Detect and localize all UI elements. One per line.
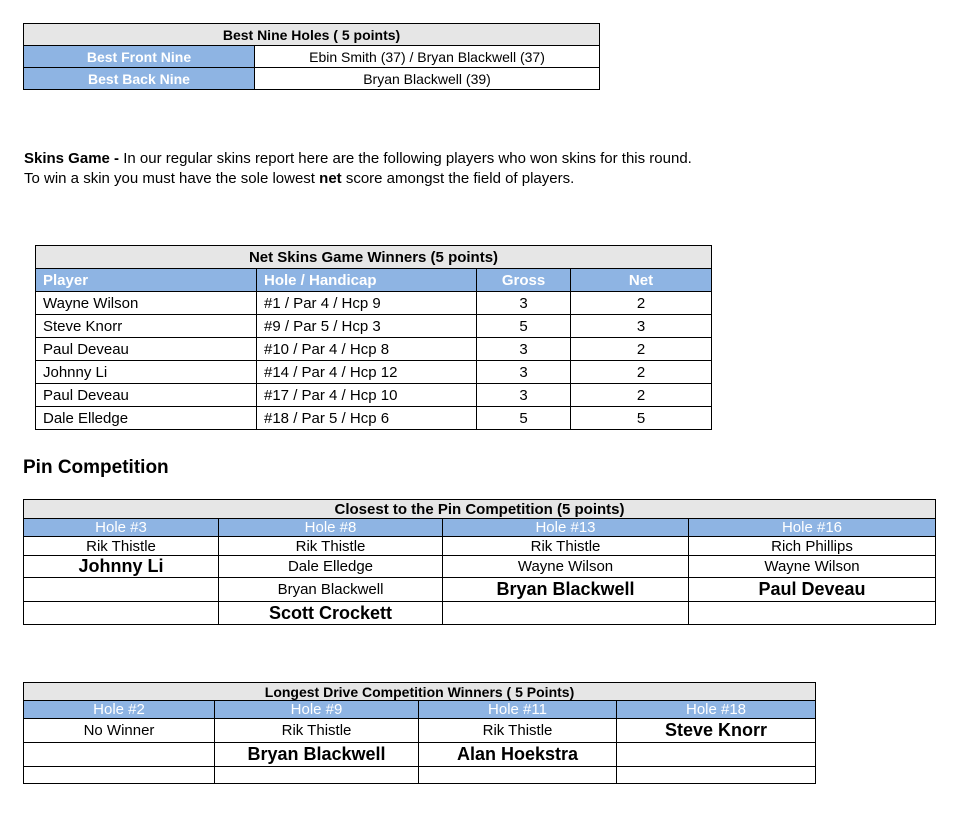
net-cell: 2 xyxy=(571,361,712,384)
gross-cell: 3 xyxy=(477,338,571,361)
player-cell: Dale Elledge xyxy=(36,407,257,430)
table-row xyxy=(36,384,712,407)
table-row xyxy=(36,361,712,384)
skins-line2-pre: To win a skin you must have the sole lowest xyxy=(24,170,320,187)
hole-header: Hole #2 xyxy=(24,701,215,719)
winner-cell: Bryan Blackwell xyxy=(215,743,419,767)
hole-header: Hole #11 xyxy=(419,701,617,719)
player-cell: Paul Deveau xyxy=(36,384,257,407)
entry-cell xyxy=(24,767,215,784)
table-row xyxy=(36,315,712,338)
entry-cell: Dale Elledge xyxy=(219,556,443,578)
best-nine-title: Best Nine Holes ( 5 points) xyxy=(24,24,600,46)
entry-cell xyxy=(215,767,419,784)
skins-line1: In our regular skins report here are the following players who won skins for this round. xyxy=(119,150,692,167)
hole-cell: #9 / Par 5 / Hcp 3 xyxy=(257,315,477,338)
hole-header: Hole #13 xyxy=(443,519,689,537)
player-cell: Paul Deveau xyxy=(36,338,257,361)
longest-drive-table xyxy=(23,682,816,784)
entry-cell xyxy=(617,767,816,784)
best-back-nine-value: Bryan Blackwell (39) xyxy=(255,68,600,90)
gross-cell: 3 xyxy=(477,384,571,407)
header-net: Net xyxy=(571,269,712,292)
player-cell: Steve Knorr xyxy=(36,315,257,338)
gross-cell: 5 xyxy=(477,315,571,338)
entry-cell: Rik Thistle xyxy=(443,537,689,556)
best-front-nine-value: Ebin Smith (37) / Bryan Blackwell (37) xyxy=(255,46,600,68)
hole-header: Hole #9 xyxy=(215,701,419,719)
net-skins-title: Net Skins Game Winners (5 points) xyxy=(36,246,712,269)
header-player: Player xyxy=(36,269,257,292)
closest-pin-table xyxy=(23,499,936,625)
entry-cell: Rik Thistle xyxy=(24,537,219,556)
hole-cell: #1 / Par 4 / Hcp 9 xyxy=(257,292,477,315)
entry-cell xyxy=(24,602,219,625)
entry-cell xyxy=(24,578,219,602)
winner-cell: Scott Crockett xyxy=(219,602,443,625)
table-row xyxy=(36,292,712,315)
table-row xyxy=(36,407,712,430)
table-row xyxy=(24,602,936,625)
net-cell: 5 xyxy=(571,407,712,430)
gross-cell: 5 xyxy=(477,407,571,430)
entry-cell: Bryan Blackwell xyxy=(219,578,443,602)
hole-cell: #14 / Par 4 / Hcp 12 xyxy=(257,361,477,384)
table-row xyxy=(24,556,936,578)
entry-cell: Rik Thistle xyxy=(215,719,419,743)
entry-cell: Rich Phillips xyxy=(689,537,936,556)
entry-cell xyxy=(443,602,689,625)
net-cell: 2 xyxy=(571,338,712,361)
player-cell: Johnny Li xyxy=(36,361,257,384)
hole-cell: #18 / Par 5 / Hcp 6 xyxy=(257,407,477,430)
table-row xyxy=(24,537,936,556)
table-row xyxy=(24,767,816,784)
longest-drive-title: Longest Drive Competition Winners ( 5 Points) xyxy=(24,683,816,701)
hole-cell: #10 / Par 4 / Hcp 8 xyxy=(257,338,477,361)
hole-cell: #17 / Par 4 / Hcp 10 xyxy=(257,384,477,407)
winner-cell: Paul Deveau xyxy=(689,578,936,602)
best-nine-table xyxy=(23,23,600,90)
skins-line2-bold: net xyxy=(319,170,342,187)
winner-cell: Johnny Li xyxy=(24,556,219,578)
entry-cell: Wayne Wilson xyxy=(443,556,689,578)
net-cell: 2 xyxy=(571,292,712,315)
winner-cell: Bryan Blackwell xyxy=(443,578,689,602)
table-row xyxy=(24,743,816,767)
entry-cell xyxy=(24,743,215,767)
table-row xyxy=(24,578,936,602)
hole-header: Hole #8 xyxy=(219,519,443,537)
header-gross: Gross xyxy=(477,269,571,292)
header-hole-handicap: Hole / Handicap xyxy=(257,269,477,292)
net-cell: 2 xyxy=(571,384,712,407)
hole-header: Hole #3 xyxy=(24,519,219,537)
hole-header: Hole #16 xyxy=(689,519,936,537)
pin-competition-heading: Pin Competition xyxy=(23,457,169,478)
entry-cell xyxy=(689,602,936,625)
entry-cell: Wayne Wilson xyxy=(689,556,936,578)
winner-cell: Alan Hoekstra xyxy=(419,743,617,767)
gross-cell: 3 xyxy=(477,292,571,315)
player-cell: Wayne Wilson xyxy=(36,292,257,315)
net-cell: 3 xyxy=(571,315,712,338)
hole-header: Hole #18 xyxy=(617,701,816,719)
skins-line2-post: score amongst the field of players. xyxy=(341,170,575,187)
entry-cell: Rik Thistle xyxy=(419,719,617,743)
best-front-nine-label: Best Front Nine xyxy=(24,46,255,68)
best-back-nine-label: Best Back Nine xyxy=(24,68,255,90)
entry-cell: Rik Thistle xyxy=(219,537,443,556)
winner-cell: Steve Knorr xyxy=(617,719,816,743)
net-skins-table xyxy=(35,245,712,430)
closest-pin-title: Closest to the Pin Competition (5 points) xyxy=(24,500,936,519)
skins-lead: Skins Game - xyxy=(24,150,120,167)
entry-cell xyxy=(419,767,617,784)
gross-cell: 3 xyxy=(477,361,571,384)
entry-cell xyxy=(617,743,816,767)
entry-cell: No Winner xyxy=(24,719,215,743)
table-row xyxy=(24,719,816,743)
table-row xyxy=(36,338,712,361)
skins-description xyxy=(24,149,692,189)
